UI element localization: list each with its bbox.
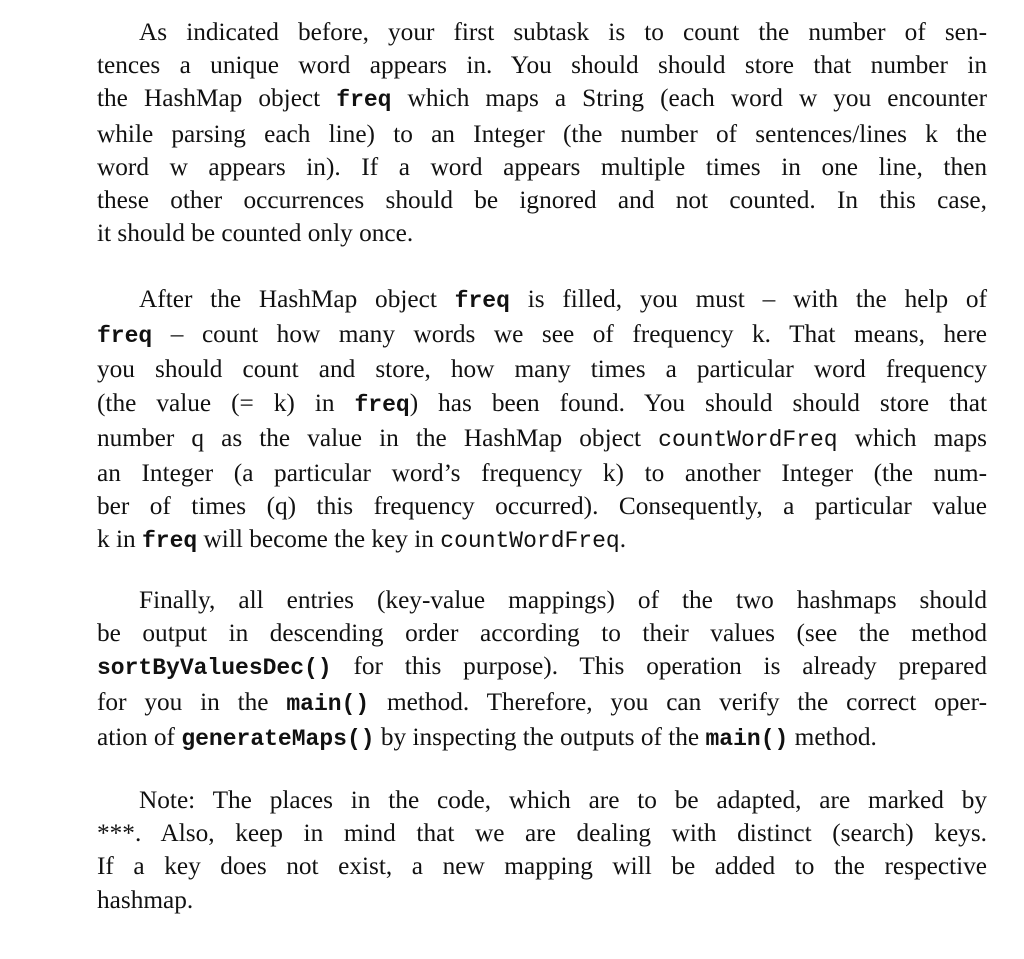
text-run: which maps a String (each word w you encounter (391, 84, 988, 113)
text-run: while parsing each line) to an Integer (the number of sentences/lines k the (97, 119, 987, 148)
text-run: word w appears in). If a word appears multiple times in one line, then (97, 152, 987, 181)
text-line (97, 16, 987, 49)
text-line (97, 523, 987, 558)
text-line (97, 318, 987, 353)
text-run: As indicated before, your first subtask is to count the number of sen- (139, 18, 987, 46)
text-run: is filled, you must – with the help of (509, 285, 988, 313)
text-run: which maps (837, 423, 987, 452)
text-line (97, 283, 987, 318)
text-run: After the HashMap object (139, 285, 455, 313)
text-line (97, 617, 987, 650)
text-run: by inspecting the outputs of the (374, 722, 706, 751)
code-identifier: generateMaps() (181, 725, 375, 752)
paragraph-first-subtask (97, 16, 987, 250)
text-run: (the value (= k) in (97, 388, 355, 417)
text-line (97, 118, 987, 151)
text-line (97, 217, 987, 250)
text-line (97, 151, 987, 184)
text-line (97, 784, 987, 817)
text-run: number q as the value in the HashMap object (97, 423, 659, 452)
text-run: . (619, 525, 627, 554)
text-line (97, 884, 987, 917)
text-line (97, 650, 987, 685)
text-run: you should count and store, how many times a particular word frequency (97, 355, 987, 384)
text-line (97, 584, 987, 617)
text-run: k in (97, 525, 142, 554)
text-line (97, 457, 987, 490)
code-identifier: freq (454, 288, 510, 314)
text-run: will become the key in (197, 525, 441, 554)
code-identifier: freq (354, 391, 410, 418)
text-run: If a key does not exist, a new mapping will be added to the respective (97, 852, 987, 881)
paragraph-count-word-freq (97, 283, 987, 559)
code-identifier: freq (336, 87, 392, 114)
text-run: ation of (97, 722, 182, 751)
code-identifier: sortByValuesDec() (97, 655, 332, 682)
text-line (97, 490, 987, 523)
code-identifier: main() (286, 690, 370, 717)
text-line (97, 184, 987, 217)
text-run: ber of times (q) this frequency occurred). Consequently, a particular value (97, 492, 987, 521)
code-identifier: freq (141, 528, 198, 555)
text-run: it should be counted only once. (97, 219, 414, 248)
code-identifier: freq (97, 323, 153, 350)
text-line (97, 686, 987, 721)
text-run: ***. Also, keep in mind that we are dealing with distinct (search) keys. (97, 819, 987, 848)
paragraph-output-order (97, 584, 987, 756)
text-line (97, 353, 987, 386)
text-run: – count how many words we see of frequency k. That means, here (152, 320, 987, 349)
text-run: ) has been found. You should should store that (409, 388, 988, 417)
text-line (97, 387, 987, 422)
text-run: method. Therefore, you can verify the correct oper- (369, 687, 987, 716)
text-run: be output in descending order according to their values (see the method (97, 619, 987, 648)
text-run: Note: The places in the code, which are to be adapted, are marked by (139, 786, 987, 814)
text-line (97, 82, 987, 117)
text-line (97, 817, 987, 850)
text-run: these other occurrences should be ignored and not counted. In this case, (97, 186, 987, 215)
code-identifier: main() (705, 725, 789, 752)
text-run: method. (788, 722, 877, 751)
text-run: for you in the (97, 687, 287, 716)
text-run: tences a unique word appears in. You should should store that number in (97, 51, 987, 80)
text-line (97, 422, 987, 457)
text-run: Finally, all entries (key-value mappings) of the two hashmaps should (139, 586, 987, 614)
text-line (97, 850, 987, 883)
text-run: an Integer (a particular word’s frequency k) to another Integer (the num- (97, 459, 987, 488)
text-line (97, 49, 987, 82)
code-identifier: countWordFreq (440, 528, 620, 555)
code-identifier: countWordFreq (658, 426, 838, 453)
text-run: the HashMap object (97, 84, 337, 113)
text-run: for this purpose). This operation is already prepared (331, 652, 987, 681)
text-run: hashmap. (97, 885, 194, 914)
text-line (97, 721, 987, 756)
paragraph-note (97, 784, 987, 917)
